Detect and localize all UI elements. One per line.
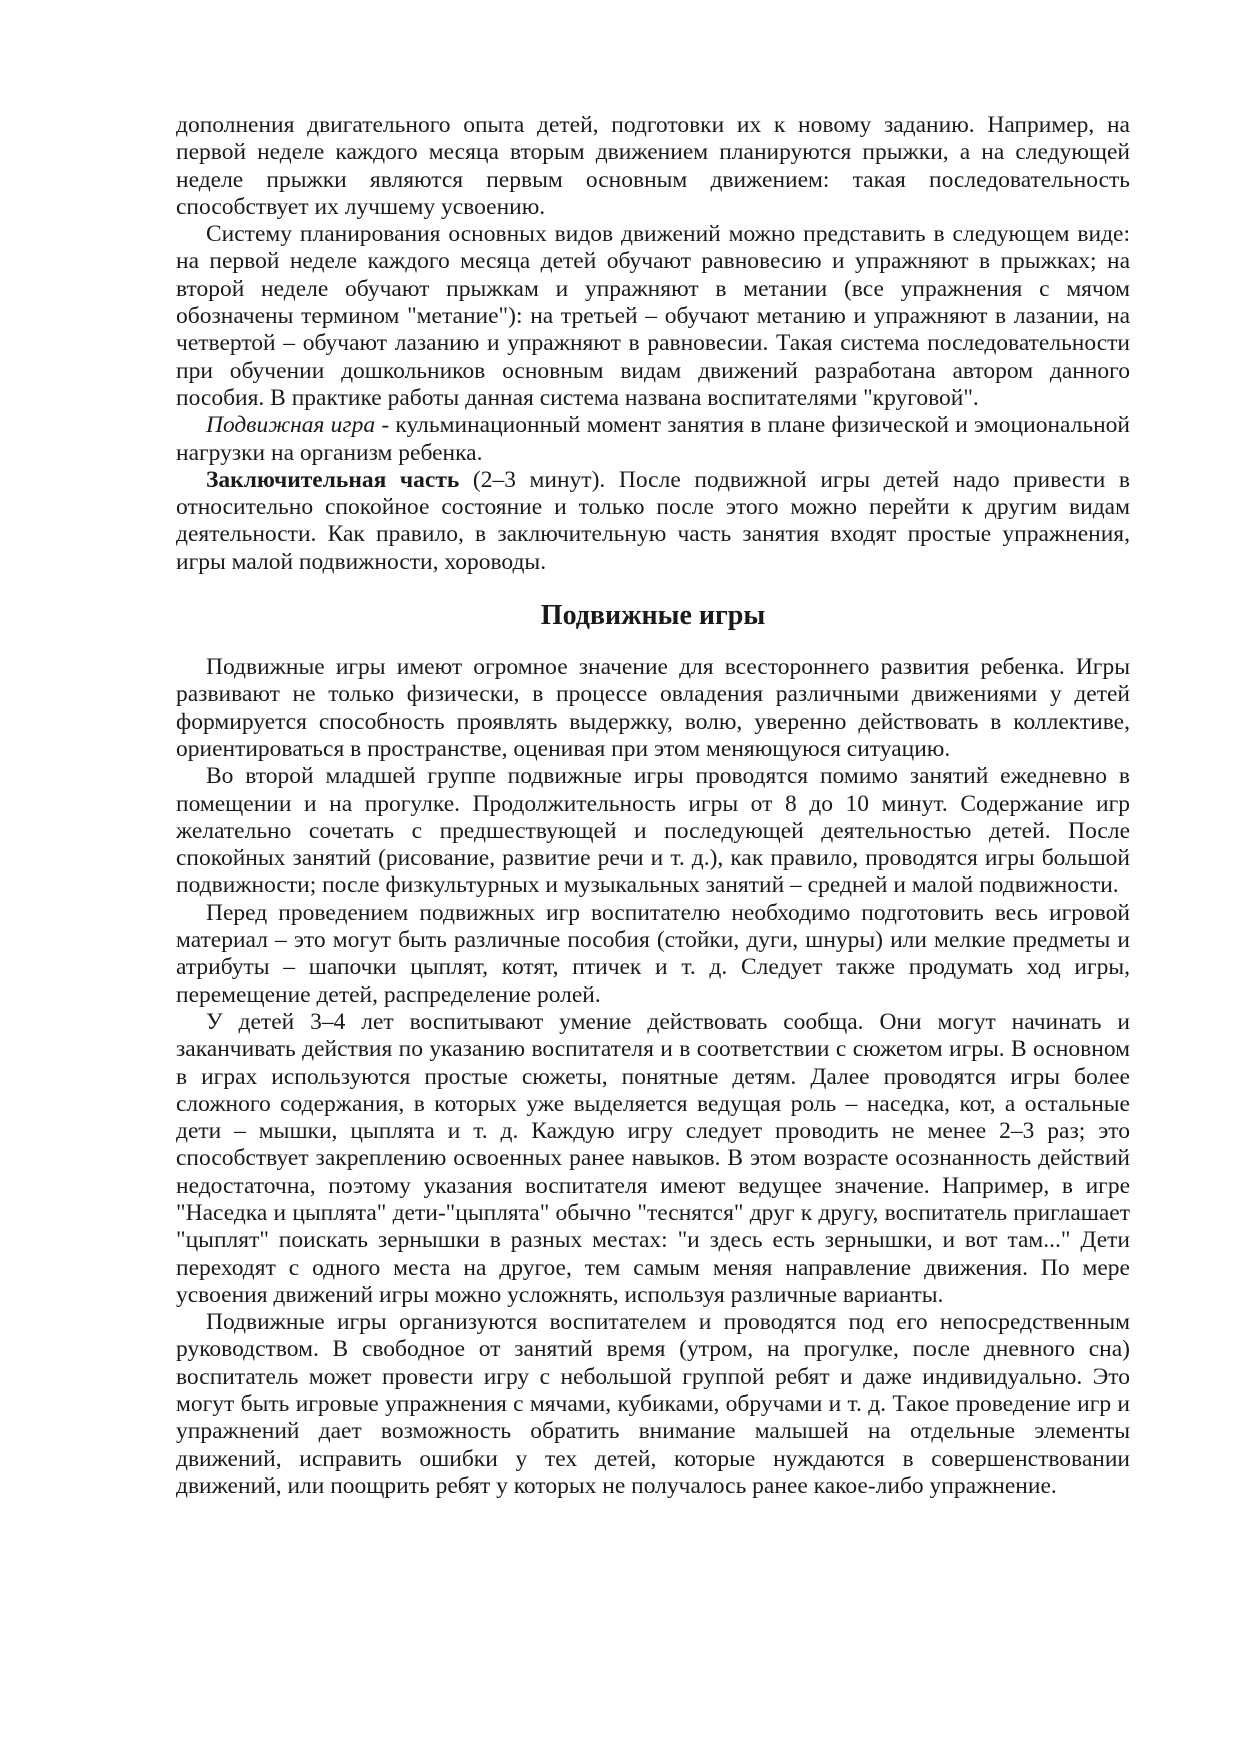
- paragraph-games-organization: Подвижные игры организуются воспитателем и проводятся под его непосредственным руководством. В свободное от занятий время (утром, на прогулке, после дневного сна) воспитатель может провести игру с небольшой группой ребят и даже индивидуально. Это могут быть игровые упражнения с мячами, кубиками, обручами и т. д. Такое проведение игр и упражнений дает возможность обратить внимание малышей на отдельные элементы движений, исправить ошибки у тех детей, которые нуждаются в совершенствовании движений, или поощрить ребят у которых не получалось ранее какое-либо упражнение.: [176, 1309, 1130, 1499]
- paragraph-outdoor-game: [176, 412, 1130, 467]
- paragraph-games-importance: Подвижные игры имеют огромное значение для всестороннего развития ребенка. Игры развивают не только физически, в процессе овладения различными движениями у детей формируется способность проявлять выдержку, волю, уверенно действовать в коллективе, ориентироваться в пространстве, оценивая при этом меняющуюся ситуацию.: [176, 654, 1130, 762]
- paragraph-final-part: [176, 467, 1130, 576]
- section-heading: Подвижные игры: [540, 600, 766, 632]
- document-page: [176, 112, 1130, 1500]
- paragraph-games-children-3-4: У детей 3–4 лет воспитывают умение действовать сообща. Они могут начинать и заканчивать действия по указанию воспитателя и в соответствии с сюжетом игры. В основном в играх используются простые сюжеты, понятные детям. Далее проводятся игры более сложного содержания, в которых уже выделяется ведущая роль – наседка, кот, а остальные дети – мышки, цыплята и т. д. Каждую игру следует проводить не менее 2–3 раз; это способствует закреплению освоенных ранее навыков. В этом возрасте осознанность действий недостаточна, поэтому указания воспитателя имеют ведущее значение. Например, в игре "Наседка и цыплята" дети-"цыплята" обычно "теснятся" друг к другу, воспитатель приглашает "цыплят" поискать зернышки в разных местах: "и здесь есть зернышки, и вот там..." Дети переходят с одного места на другое, тем самым меняя направление движения. По мере усвоения движений игры можно усложнять, используя различные варианты.: [176, 1008, 1130, 1308]
- paragraph-games-schedule: Во второй младшей группе подвижные игры проводятся помимо занятий ежедневно в помещении и на прогулке. Продолжительность игры от 8 до 10 минут. Содержание игр желательно сочетать с предшествующей и последующей деятельностью детей. После спокойных занятий (рисование, развитие речи и т. д.), как правило, проводятся игры большой подвижности; после физкультурных и музыкальных занятий – средней и малой подвижности.: [176, 763, 1130, 899]
- term-final-part: Заключительная часть: [206, 466, 460, 493]
- paragraph-final-part-text: (2–3 минут). После подвижной игры детей надо привести в относительно спокойное состояние и только после этого можно перейти к другим видам деятельности. Как правило, в заключительную часть занятия входят простые упражнения, игры малой подвижности, хороводы.: [176, 466, 1130, 575]
- term-outdoor-game: Подвижная игра: [206, 412, 376, 439]
- paragraph-planning-system: Систему планирования основных видов движений можно представить в следующем виде: на первой неделе каждого месяца детей обучают равновесию и упражняют в прыжках; на второй неделе обучают прыжкам и упражняют в метании (все упражнения с мячом обозначены термином "метание"): на третьей – обучают метанию и упражняют в лазании, на четвертой – обучают лазанию и упражняют в равновесии. Такая система последовательности при обучении дошкольников основным видам движений разработана автором данного пособия. В практике работы данная система названа воспитателями "круговой".: [176, 221, 1130, 411]
- paragraph-continuation: дополнения двигательного опыта детей, подготовки их к новому заданию. Например, на первой неделе каждого месяца вторым движением планируются прыжки, а на следующей неделе прыжки являются первым основным движением: такая последовательность способствует их лучшему усвоению.: [176, 112, 1130, 220]
- paragraph-outdoor-game-text: - кульминационный момент занятия в плане физической и эмоциональной нагрузки на организм ребенка.: [176, 412, 1131, 466]
- paragraph-games-preparation: Перед проведением подвижных игр воспитателю необходимо подготовить весь игровой материал – это могут быть различные пособия (стойки, дуги, шнуры) или мелкие предметы и атрибуты – шапочки цыплят, котят, птичек и т. д. Следует также продумать ход игры, перемещение детей, распределение ролей.: [176, 899, 1130, 1008]
